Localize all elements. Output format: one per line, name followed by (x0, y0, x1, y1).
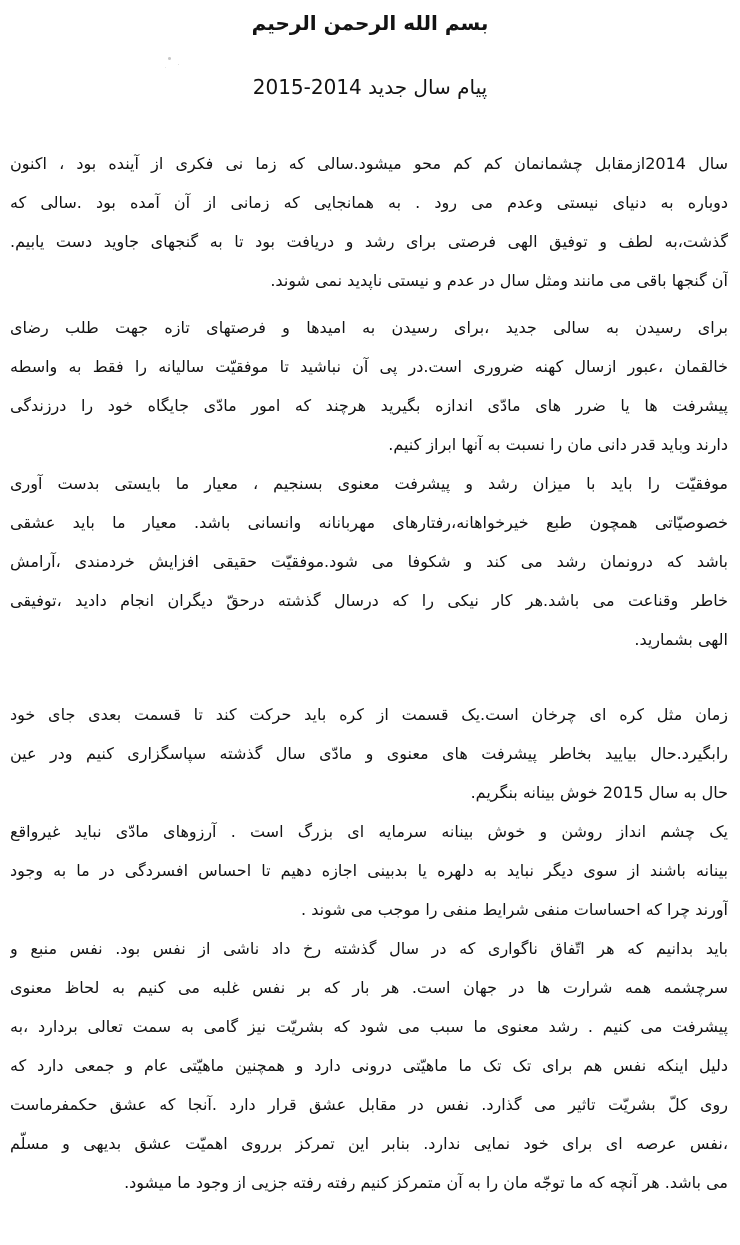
text-line: آورند چرا که احساسات منفی شرایط منفی را موجب می شوند . (301, 900, 728, 919)
paragraph-3 (10, 464, 728, 659)
text-line: حال به سال 2015 خوش بینانه بنگریم. (470, 783, 728, 802)
text-line: پیشرفت ها یا ضرر های مادّی اندازه بگیرید هرچند که امور مادّی جایگاه خود را درزندگی (10, 396, 728, 415)
text-line: موفقیّت را باید با میزان رشد و پیشرفت معنوی بسنجیم ، معیار ما بایستی بدست آوری (10, 474, 728, 493)
text-line: یک چشم انداز روشن و خوش بینانه سرمایه ای بزرگ است . آرزوهای مادّی نباید غیرواقع (10, 822, 728, 841)
text-line: خاطر وقناعت می باشد.هر کار نیکی را که درسال گذشته درحقّ دیگران انجام دادید ،توفیقی (10, 591, 728, 610)
text-line: رابگیرد.حال بیایید بخاطر پیشرفت های معنوی و مادّی سال گذشته سپاسگزاری کنیم ودر عین (10, 744, 728, 763)
text-line: گذشت،به لطف و توفیق الهی فرصتی برای رشد و دریافت بود تا به گنجهای جاوید دست یابیم. (10, 232, 728, 251)
text-line: سرچشمه همه شرارت ها در جهان است. هر بار که بر نفس غلبه می کنیم به لحاظ معنوی (10, 978, 728, 997)
text-line: بینانه باشند از سوی دیگر نباید به دلهره یا بدبینی اجازه دهیم تا احساس افسردگی در ما به وجود (10, 861, 728, 880)
document-body (0, 144, 740, 1202)
text-line: ،نفس عرصه ای برای خود نمایی ندارد. بنابر این تمرکز برروی اهمیّت عشق بدیهی و مسلّم (10, 1134, 728, 1153)
text-line: سال 2014ازمقابل چشمانمان کم کم محو میشود.سالی که زما نی فکری از آینده بود ، اکنون (10, 154, 728, 173)
text-line: برای رسیدن به سالی جدید ،برای رسیدن به امیدها و فرصتهای تازه جهت طلب رضای (10, 318, 728, 337)
text-line: روی کلّ بشریّت تاثیر می گذارد. نفس در مقابل عشق قرار دارد .آنجا که عشق حکمفرماست (10, 1095, 728, 1114)
text-line: باشد که درونمان رشد می کند و شکوفا می شود.موفقیّت حقیقی افزایش خردمندی ،آرامش (10, 552, 728, 571)
title-text: پیام سال جدید (368, 75, 488, 99)
text-line: دارند وباید قدر دانی مان را نسبت به آنها ابراز کنیم. (388, 435, 728, 454)
bismillah-heading: بسم الله الرحمن الرحيم (251, 11, 489, 35)
document-title (0, 72, 740, 102)
paragraph-5 (10, 812, 728, 929)
text-line: می باشد. هر آنچه که ما توجّه مان را به آن متمرکز کنیم رفته رفته جزیی از وجود ما میشود. (124, 1173, 728, 1192)
text-line: باید بدانیم که هر اتّفاق ناگواری که در سال گذشته رخ داد ناشی از نفس بود. نفس منبع و (10, 939, 728, 958)
text-line: دلیل اینکه نفس هم برای تک تک ما ماهیّتی درونی دارد و همچنین ماهیّتی عام و جمعی دارد که (10, 1056, 728, 1075)
text-line: الهی بشمارید. (634, 630, 728, 649)
paragraph-2 (10, 308, 728, 464)
paragraph-4 (10, 695, 728, 812)
text-line: پیشرفت می کنیم . رشد معنوی ما سبب می شود که بشریّت نیز گامی به سمت تعالی بردارد ،به (10, 1017, 728, 1036)
title-years: 2015-2014 (252, 75, 362, 99)
text-line: دوباره به دنیای نیستی وعدم می رود . به همانجایی که زمانی از آن آمده بود .سالی که (10, 193, 728, 212)
paragraph-6 (10, 929, 728, 1202)
paragraph-1 (10, 144, 728, 300)
text-line: آن گنجها باقی می مانند ومثل سال در عدم و نیستی ناپدید نمی شوند. (270, 271, 728, 290)
text-line: خصوصیّاتی همچون طبع خیرخواهانه،رفتارهای مهربانانه وانسانی باشد. معیار ما باید عشقی (10, 513, 728, 532)
text-line: خالقمان ،عبور ازسال کهنه ضروری است.در پی آن نباشید تا موفقیّت سالیانه را فقط به واسطه (10, 357, 728, 376)
scan-artifact (168, 57, 171, 60)
text-line: زمان مثل کره ای چرخان است.یک قسمت از کره باید حرکت کند تا قسمت بعدی جای خود (10, 705, 728, 724)
